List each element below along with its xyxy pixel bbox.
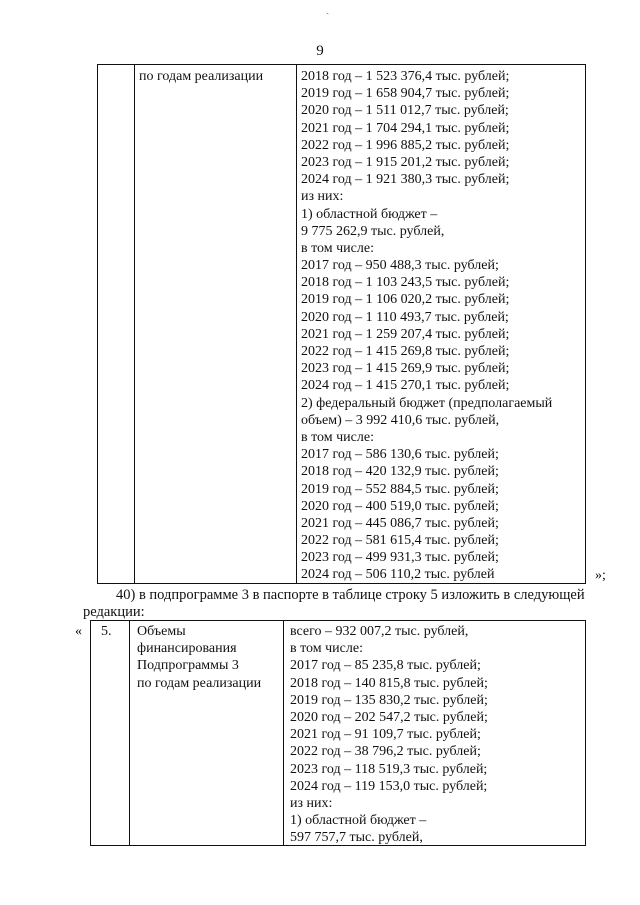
financing-table-subprogram-3 bbox=[90, 620, 586, 846]
row-number: 5. bbox=[101, 624, 112, 639]
column-divider bbox=[129, 621, 130, 845]
text-line: 2) федеральный бюджет (предполагаемый bbox=[301, 395, 553, 411]
text-line: 2021 год – 445 086,7 тыс. рублей; bbox=[301, 515, 499, 531]
text-line: по годам реализации bbox=[139, 69, 264, 84]
text-line: 2020 год – 1 511 012,7 тыс. рублей; bbox=[301, 103, 509, 119]
financing-table-continued bbox=[97, 64, 606, 584]
closing-quote: »; bbox=[595, 568, 606, 583]
text-line: 2023 год – 499 931,3 тыс. рублей; bbox=[301, 550, 499, 566]
text-line: 2022 год – 1 415 269,8 тыс. рублей; bbox=[301, 344, 510, 359]
text-line: 2018 год – 420 132,9 тыс. рублей; bbox=[301, 464, 499, 480]
scan-mark: ˎ bbox=[326, 4, 330, 15]
text-line: 2018 год – 1 523 376,4 тыс. рублей; bbox=[301, 69, 510, 84]
text-line: 2024 год – 1 921 380,3 тыс. рублей; bbox=[301, 172, 510, 188]
text-line: 2021 год – 1 704 294,1 тыс. рублей; bbox=[301, 120, 510, 136]
text-line: 2024 год – 119 153,0 тыс. рублей; bbox=[290, 778, 488, 794]
text-line: Подпрограммы 3 bbox=[137, 658, 239, 674]
text-line: из них: bbox=[301, 189, 344, 205]
text-line: 2021 год – 1 259 207,4 тыс. рублей; bbox=[301, 326, 510, 342]
text-line: 2023 год – 1 415 269,9 тыс. рублей; bbox=[301, 361, 510, 377]
instruction-line-2: редакции: bbox=[83, 604, 145, 620]
text-line: 2017 год – 586 130,6 тыс. рублей; bbox=[301, 447, 499, 463]
column-divider bbox=[296, 65, 297, 583]
text-line: 2022 год – 38 796,2 тыс. рублей; bbox=[290, 744, 481, 760]
text-line: финансирования bbox=[137, 641, 237, 657]
column-divider bbox=[283, 621, 284, 845]
text-line: 2019 год – 135 830,2 тыс. рублей; bbox=[290, 692, 488, 708]
text-line: 2022 год – 1 996 885,2 тыс. рублей; bbox=[301, 137, 510, 153]
text-line: 2017 год – 85 235,8 тыс. рублей; bbox=[290, 658, 481, 674]
text-line: 2020 год – 202 547,2 тыс. рублей; bbox=[290, 709, 488, 725]
text-line: 1) областной бюджет – bbox=[301, 206, 438, 222]
text-line: 597 757,7 тыс. рублей, bbox=[290, 830, 423, 846]
label-cell bbox=[139, 68, 263, 85]
text-line: в том числе: bbox=[301, 429, 374, 445]
text-line: 2019 год – 1 106 020,2 тыс. рублей; bbox=[301, 292, 510, 308]
text-line: объем) – 3 992 410,6 тыс. рублей, bbox=[301, 412, 500, 428]
text-line: в том числе: bbox=[301, 240, 374, 256]
text-line: 2024 год – 1 415 270,1 тыс. рублей; bbox=[301, 378, 510, 394]
text-line: 2019 год – 552 884,5 тыс. рублей; bbox=[301, 481, 499, 497]
text-line: 2019 год – 1 658 904,7 тыс. рублей; bbox=[301, 86, 510, 102]
text-line: всего – 932 007,2 тыс. рублей, bbox=[290, 624, 469, 639]
text-line: Объемы bbox=[137, 624, 186, 639]
text-line: 2018 год – 140 815,8 тыс. рублей; bbox=[290, 675, 488, 691]
page-number: 9 bbox=[316, 43, 324, 59]
label-cell bbox=[137, 623, 261, 692]
text-line: 2018 год – 1 103 243,5 тыс. рублей; bbox=[301, 275, 510, 291]
column-divider bbox=[134, 65, 135, 583]
text-line: 2017 год – 950 488,3 тыс. рублей; bbox=[301, 258, 499, 274]
text-line: из них: bbox=[290, 795, 333, 811]
text-line: 2023 год – 1 915 201,2 тыс. рублей; bbox=[301, 154, 510, 170]
text-line: 9 775 262,9 тыс. рублей, bbox=[301, 223, 445, 239]
instruction-line-1: 40) в подпрограмме 3 в паспорте в таблице строку 5 изложить в следующей bbox=[116, 587, 585, 603]
opening-quote: « bbox=[75, 624, 82, 639]
text-line: 1) областной бюджет – bbox=[290, 813, 427, 829]
text-line: 2022 год – 581 615,4 тыс. рублей; bbox=[301, 533, 499, 549]
content-cell bbox=[290, 623, 488, 846]
text-line: в том числе: bbox=[290, 641, 363, 657]
text-line: 2020 год – 1 110 493,7 тыс. рублей; bbox=[301, 309, 509, 325]
text-line: 2020 год – 400 519,0 тыс. рублей; bbox=[301, 498, 499, 514]
text-line: 2023 год – 118 519,3 тыс. рублей; bbox=[290, 761, 488, 777]
content-cell bbox=[301, 68, 552, 584]
text-line: 2024 год – 506 110,2 тыс. рублей bbox=[301, 567, 495, 583]
text-line: по годам реализации bbox=[137, 675, 262, 691]
text-line: 2021 год – 91 109,7 тыс. рублей; bbox=[290, 727, 481, 743]
